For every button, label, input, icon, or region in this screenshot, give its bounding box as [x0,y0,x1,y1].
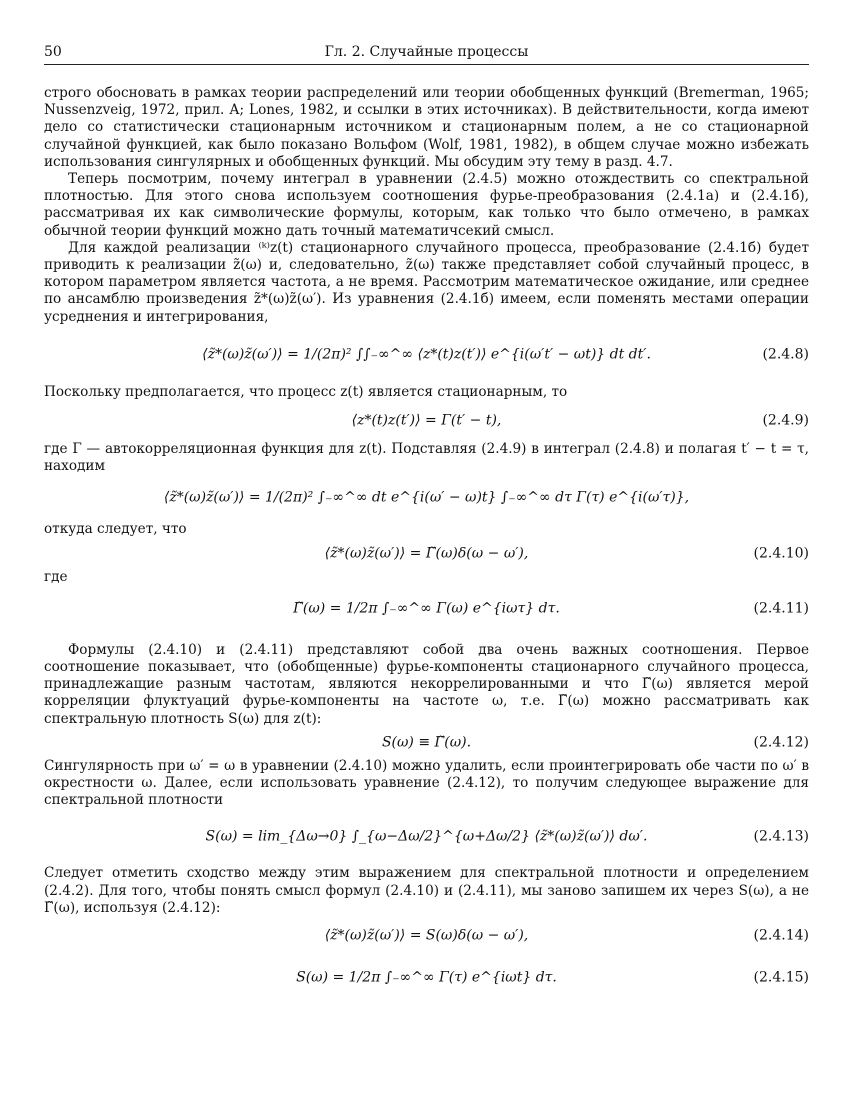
equation-formula: Γ̃(ω) = 1/2π ∫₋∞^∞ Γ(ω) e^{iωτ} dτ. [293,600,560,617]
equation-number: (2.4.11) [753,600,809,617]
equation-formula: ⟨z̃*(ω)z̃(ω′)⟩ = 1/(2π)² ∫₋∞^∞ dt e^{i(ω′ − ω)t} ∫₋∞^∞ dτ Γ(τ) e^{i(ω′τ)}, [163,489,690,506]
equation-number: (2.4.8) [762,346,809,363]
equation-2-4-15 [44,955,809,1001]
equation-formula: ⟨z*(t)z(t′)⟩ = Γ(t′ − t), [351,412,502,429]
equation-number: (2.4.15) [753,969,809,986]
equation-2-4-14 [44,917,809,955]
equation-2-4-8 [44,326,809,384]
paragraph: Формулы (2.4.10) и (2.4.11) представляют собой два очень важных соотношения. Первое соотношение показывает, что (обобщенные) фурье-компоненты стационарного случайного процесса, принадлежащие разным частотам, являются некоррелированными и что Γ̃(ω) является мерой корреляции флуктуаций фурье-компоненты на частоте ω, т.е. Γ̃(ω) можно рассматривать как спектральную плотность S(ω) для z(t): [44,641,809,727]
equation-number: (2.4.9) [762,412,809,429]
equation-2-4-11 [44,586,809,632]
equation-2-4-10 [44,539,809,569]
paragraph: Для каждой реализации ⁽ᵏ⁾z(t) стационарного случайного процесса, преобразование (2.4.1б) будет приводить к реализации z̃(ω) и, следовательно, z̃(ω) также представляет собой случайный процесс, в котором параметром является частота, а не время. Рассмотрим математическое ожидание, или среднее по ансамблю произведения z̃*(ω)z̃(ω′). Из уравнения (2.4.1б) имеем, если поменять местами операции усреднения и интегрирования, [44,239,809,325]
page-number: 50 [44,44,62,60]
paragraph: где [44,568,68,585]
equation-number: (2.4.13) [753,828,809,845]
running-header [44,42,809,65]
paragraph: откуда следует, что [44,521,187,538]
equation-formula: ⟨z̃*(ω)z̃(ω′)⟩ = S(ω)δ(ω − ω′), [324,927,529,944]
equation-2-4-13 [44,809,809,865]
paragraph: строго обосновать в рамках теории распределений или теории обобщенных функций (Bremerman, 1965; Nussenzveig, 1972, прил. А; Lones, 1982, и ссылки в этих источниках). В действительности, когда имеют дело со статистически стационарным источником и стационарным полем, а не со стационарной случайной функцией, как было показано Вольфом (Wolf, 1981, 1982), в общем случае можно избежать использования сингулярных и обобщенных функций. Мы обсудим эту тему в разд. 4.7. [44,85,809,170]
equation-number: (2.4.10) [753,545,809,562]
equation-formula: S(ω) = lim_{Δω→0} ∫_{ω−Δω/2}^{ω+Δω/2} ⟨z̃*(ω)z̃(ω′)⟩ dω′. [205,828,648,845]
equation-number: (2.4.12) [753,734,809,751]
equation-2-4-12 [44,728,809,758]
equation-formula: ⟨z̃*(ω)z̃(ω′)⟩ = Γ̃(ω)δ(ω − ω′), [324,545,529,562]
equation-2-4-9 [44,401,809,441]
chapter-title: Гл. 2. Случайные процессы [324,44,529,60]
equation-number: (2.4.14) [753,927,809,944]
paragraph: Поскольку предполагается, что процесс z(t) является стационарным, то [44,383,568,400]
paragraph: Сингулярность при ω′ = ω в уравнении (2.4.10) можно удалить, если проинтегрировать обе части по ω′ в окрестности ω. Далее, если использовать уравнение (2.4.12), то получим следующее выражение для спектральной плотности [44,757,809,809]
equation-formula: S(ω) ≡ Γ̃(ω). [381,734,472,751]
equation-unnumbered [44,475,809,521]
paragraph: Теперь посмотрим, почему интеграл в уравнении (2.4.5) можно отождествить со спектральной плотностью. Для этого снова используем соотношения фурье-преобразования (2.4.1а) и (2.4.1б), рассматривая их как символические формулы, которым, как только что было отмечено, в рамках обычной теории функций можно дать точный математичсекий смысл. [44,171,809,239]
equation-formula: ⟨z̃*(ω)z̃(ω′)⟩ = 1/(2π)² ∫∫₋∞^∞ ⟨z*(t)z(t′)⟩ e^{i(ω′t′ − ωt)} dt dt′. [202,346,651,363]
page-body [44,85,809,1001]
paragraph: Следует отметить сходство между этим выражением для спектральной плотности и определением (2.4.2). Для того, чтобы понять смысл формул (2.4.10) и (2.4.11), мы заново запишем их через S(ω), а не Γ̃(ω), используя (2.4.12): [44,865,809,916]
page [44,0,809,1100]
equation-formula: S(ω) = 1/2π ∫₋∞^∞ Γ(τ) e^{iωt} dτ. [296,969,557,986]
paragraph: где Γ — автокорреляционная функция для z(t). Подставляя (2.4.9) в интеграл (2.4.8) и полагая t′ − t = τ, находим [44,441,809,475]
